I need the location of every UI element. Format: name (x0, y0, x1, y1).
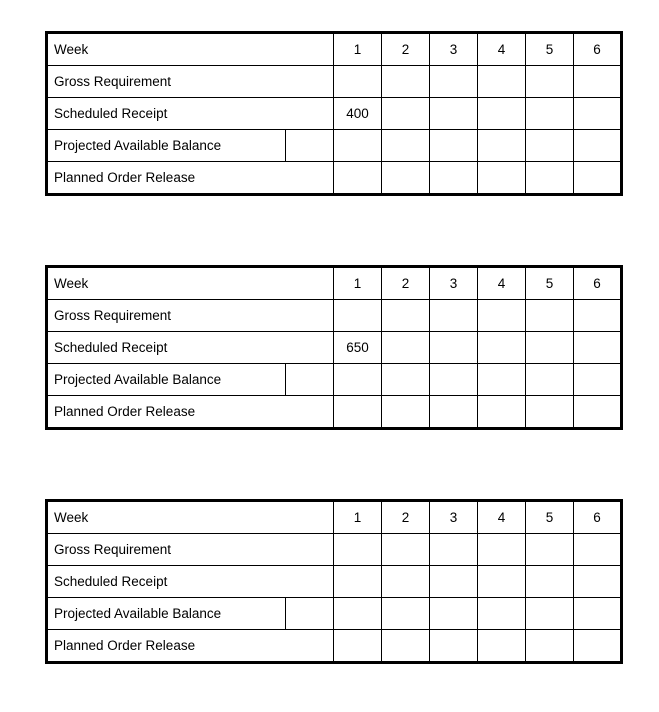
planned-order-release-label: Planned Order Release (47, 162, 334, 195)
projected-balance-cell-6[interactable] (574, 598, 622, 630)
week-4-header: 4 (478, 33, 526, 66)
planned-order-release-cell-3[interactable] (430, 162, 478, 195)
week-3-header: 3 (430, 501, 478, 534)
gross-requirement-cell-4[interactable] (478, 300, 526, 332)
projected-balance-cell-2[interactable] (382, 130, 430, 162)
projected-balance-cell-5[interactable] (526, 364, 574, 396)
projected-balance-cell-1[interactable] (334, 130, 382, 162)
gross-requirement-cell-1[interactable] (334, 66, 382, 98)
gross-requirement-label: Gross Requirement (47, 66, 334, 98)
scheduled-receipt-cell-5[interactable] (526, 332, 574, 364)
gross-requirement-cell-2[interactable] (382, 66, 430, 98)
scheduled-receipt-cell-3[interactable] (430, 98, 478, 130)
scheduled-receipt-cell-4[interactable] (478, 98, 526, 130)
scheduled-receipt-cell-3[interactable] (430, 332, 478, 364)
week-1-header: 1 (334, 501, 382, 534)
initial-balance-cell[interactable] (286, 130, 334, 162)
planned-order-release-cell-3[interactable] (430, 630, 478, 663)
projected-balance-cell-3[interactable] (430, 364, 478, 396)
week-4-header: 4 (478, 501, 526, 534)
scheduled-receipt-row (47, 332, 622, 364)
gross-requirement-row (47, 300, 622, 332)
planned-order-release-cell-6[interactable] (574, 396, 622, 429)
projected-available-balance-label: Projected Available Balance (47, 598, 286, 630)
projected-balance-cell-5[interactable] (526, 598, 574, 630)
projected-balance-cell-3[interactable] (430, 130, 478, 162)
scheduled-receipt-cell-1[interactable]: 650 (334, 332, 382, 364)
mrp-table-3 (45, 499, 623, 664)
gross-requirement-cell-4[interactable] (478, 66, 526, 98)
scheduled-receipt-label: Scheduled Receipt (47, 332, 334, 364)
planned-order-release-label: Planned Order Release (47, 630, 334, 663)
planned-order-release-cell-2[interactable] (382, 630, 430, 663)
scheduled-receipt-row (47, 98, 622, 130)
gross-requirement-cell-3[interactable] (430, 534, 478, 566)
week-6-header: 6 (574, 501, 622, 534)
week-6-header: 6 (574, 33, 622, 66)
projected-balance-cell-4[interactable] (478, 364, 526, 396)
planned-order-release-cell-2[interactable] (382, 162, 430, 195)
projected-balance-cell-3[interactable] (430, 598, 478, 630)
gross-requirement-cell-6[interactable] (574, 300, 622, 332)
gross-requirement-row (47, 66, 622, 98)
week-4-header: 4 (478, 267, 526, 300)
week-2-header: 2 (382, 33, 430, 66)
planned-order-release-row (47, 396, 622, 429)
week-2-header: 2 (382, 267, 430, 300)
gross-requirement-row (47, 534, 622, 566)
projected-balance-cell-5[interactable] (526, 130, 574, 162)
projected-available-balance-row (47, 598, 622, 630)
projected-balance-cell-4[interactable] (478, 130, 526, 162)
gross-requirement-cell-5[interactable] (526, 66, 574, 98)
planned-order-release-cell-6[interactable] (574, 630, 622, 663)
planned-order-release-cell-2[interactable] (382, 396, 430, 429)
planned-order-release-cell-1[interactable] (334, 630, 382, 663)
projected-balance-cell-1[interactable] (334, 364, 382, 396)
scheduled-receipt-cell-6[interactable] (574, 98, 622, 130)
scheduled-receipt-cell-5[interactable] (526, 98, 574, 130)
planned-order-release-cell-4[interactable] (478, 162, 526, 195)
gross-requirement-cell-3[interactable] (430, 66, 478, 98)
scheduled-receipt-cell-2[interactable] (382, 566, 430, 598)
week-1-header: 1 (334, 267, 382, 300)
planned-order-release-cell-4[interactable] (478, 630, 526, 663)
gross-requirement-label: Gross Requirement (47, 300, 334, 332)
initial-balance-cell[interactable] (286, 364, 334, 396)
week-5-header: 5 (526, 267, 574, 300)
planned-order-release-cell-5[interactable] (526, 630, 574, 663)
projected-available-balance-label: Projected Available Balance (47, 364, 286, 396)
planned-order-release-row (47, 630, 622, 663)
projected-available-balance-label: Projected Available Balance (47, 130, 286, 162)
planned-order-release-cell-1[interactable] (334, 396, 382, 429)
gross-requirement-cell-3[interactable] (430, 300, 478, 332)
gross-requirement-cell-6[interactable] (574, 534, 622, 566)
scheduled-receipt-cell-6[interactable] (574, 332, 622, 364)
week-2-header: 2 (382, 501, 430, 534)
initial-balance-cell[interactable] (286, 598, 334, 630)
gross-requirement-label: Gross Requirement (47, 534, 334, 566)
week-row (47, 267, 622, 300)
week-5-header: 5 (526, 501, 574, 534)
week-3-header: 3 (430, 33, 478, 66)
scheduled-receipt-cell-3[interactable] (430, 566, 478, 598)
scheduled-receipt-label: Scheduled Receipt (47, 98, 334, 130)
scheduled-receipt-cell-4[interactable] (478, 332, 526, 364)
gross-requirement-cell-4[interactable] (478, 534, 526, 566)
planned-order-release-cell-3[interactable] (430, 396, 478, 429)
week-3-header: 3 (430, 267, 478, 300)
projected-balance-cell-6[interactable] (574, 364, 622, 396)
gross-requirement-cell-1[interactable] (334, 534, 382, 566)
scheduled-receipt-cell-1[interactable] (334, 566, 382, 598)
projected-balance-cell-1[interactable] (334, 598, 382, 630)
planned-order-release-cell-5[interactable] (526, 396, 574, 429)
gross-requirement-cell-6[interactable] (574, 66, 622, 98)
scheduled-receipt-row (47, 566, 622, 598)
projected-balance-cell-2[interactable] (382, 598, 430, 630)
week-6-header: 6 (574, 267, 622, 300)
planned-order-release-row (47, 162, 622, 195)
gross-requirement-cell-1[interactable] (334, 300, 382, 332)
gross-requirement-cell-5[interactable] (526, 300, 574, 332)
scheduled-receipt-cell-2[interactable] (382, 98, 430, 130)
projected-balance-cell-6[interactable] (574, 130, 622, 162)
scheduled-receipt-cell-6[interactable] (574, 566, 622, 598)
gross-requirement-cell-2[interactable] (382, 300, 430, 332)
week-row (47, 501, 622, 534)
projected-available-balance-row (47, 130, 622, 162)
week-1-header: 1 (334, 33, 382, 66)
week-label: Week (47, 501, 334, 534)
week-row (47, 33, 622, 66)
planned-order-release-cell-1[interactable] (334, 162, 382, 195)
gross-requirement-cell-5[interactable] (526, 534, 574, 566)
projected-available-balance-row (47, 364, 622, 396)
mrp-table-2 (45, 265, 623, 430)
scheduled-receipt-cell-4[interactable] (478, 566, 526, 598)
scheduled-receipt-cell-2[interactable] (382, 332, 430, 364)
mrp-table-1 (45, 31, 623, 196)
scheduled-receipt-label: Scheduled Receipt (47, 566, 334, 598)
week-5-header: 5 (526, 33, 574, 66)
week-label: Week (47, 267, 334, 300)
planned-order-release-label: Planned Order Release (47, 396, 334, 429)
projected-balance-cell-4[interactable] (478, 598, 526, 630)
projected-balance-cell-2[interactable] (382, 364, 430, 396)
scheduled-receipt-cell-5[interactable] (526, 566, 574, 598)
planned-order-release-cell-5[interactable] (526, 162, 574, 195)
planned-order-release-cell-6[interactable] (574, 162, 622, 195)
week-label: Week (47, 33, 334, 66)
scheduled-receipt-cell-1[interactable]: 400 (334, 98, 382, 130)
gross-requirement-cell-2[interactable] (382, 534, 430, 566)
planned-order-release-cell-4[interactable] (478, 396, 526, 429)
